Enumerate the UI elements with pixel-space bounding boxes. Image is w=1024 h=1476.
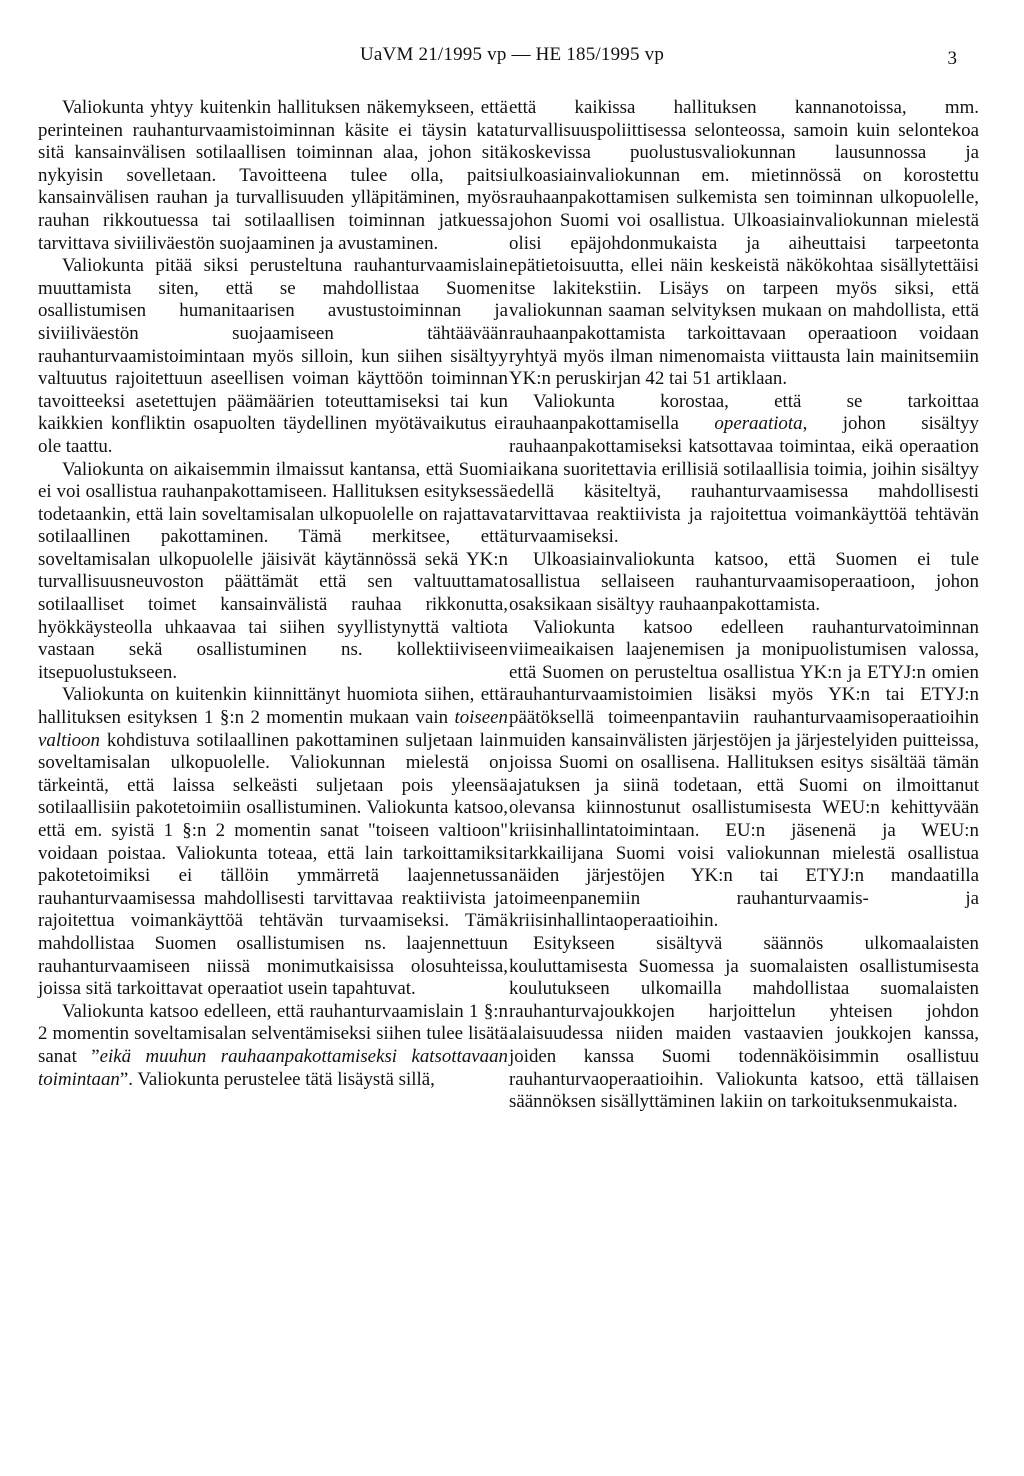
right-column xyxy=(509,97,979,1114)
emphasis-text: operaatiota xyxy=(714,413,803,435)
emphasis-text: eikä muuhun rauhaanpakottamiseksi katsottavaan toimintaan xyxy=(38,1045,508,1090)
paragraph: Valiokunta yhtyy kuitenkin hallituksen näkemykseen, että perinteinen rauhanturvaamistoiminnan käsite ei täysin kata sitä kansainvälisen sotilaallisen toiminnan alaa, johon sitä nykyisin sovelletaan. Tavoitteena tulee olla, paitsi kansainvälisen rauhan ja turvallisuuden ylläpitäminen, myös rauhan rikkoutuessa tai sotilaallisen toiminnan jatkuessa tarvittava siviiliväestön suojaaminen ja avustaminen. xyxy=(38,97,508,254)
page-number: 3 xyxy=(947,48,957,69)
paragraph-text: kohdistuva sotilaallinen pakottaminen suljetaan lain soveltamisalan ulkopuolelle. Valiokunnan mielestä on tärkeintä, että laissa selkeästi suljetaan pois yleensä sotilaallisiin pakotetoimiin osallistuminen. Valiokunta katsoo, että em. syistä 1 §:n 2 momentin sanat "toiseen valtioon" voidaan poistaa. Valiokunta toteaa, että lain tarkoittamiksi pakotetoimiksi ei tällöin ymmärretä laajennetussa rauhanturvaamisessa mahdollisesti tarvittavaa reaktiivista ja rajoitettua voimankäyttöä tehtävän turvaamiseksi. Tämä mahdollistaa Suomen osallistumisen ns. laajennettuun rauhanturvaamiseen niissä monimutkaisissa olosuhteissa, joissa sitä tarkoittavat operaatiot usein tapahtuvat. xyxy=(38,729,508,1000)
running-title: UaVM 21/1995 vp — HE 185/1995 vp xyxy=(359,44,665,65)
paragraph: Valiokunta on aikaisemmin ilmaissut kantansa, että Suomi ei voi osallistua rauhanpakottamiseen. Hallituksen esityksessä todetaankin, että lain soveltamisalan ulkopuolelle on rajattava sotilaallinen pakottaminen. Tämä merkitsee, että soveltamisalan ulkopuolelle jäisivät käytännössä sekä YK:n turvallisuusneuvoston päättämät että sen valtuuttamat sotilaalliset toimet kansainvälistä rauhaa rikkonutta, hyökkäysteolla uhkaavaa tai siihen syyllistynyttä valtiota vastaan sekä osallistuminen ns. kollektiiviseen itsepuolustukseen. xyxy=(38,458,508,683)
paragraph-text: Valiokunta korostaa, että se tarkoittaa rauhaanpakottamisella xyxy=(509,390,979,435)
paragraph: Valiokunta katsoo edelleen rauhanturvatoiminnan viimeaikaisen laajenemisen ja monipuolistumisen valossa, että Suomen on perusteltua osallistua YK:n ja ETYJ:n omien rauhanturvaamistoimien lisäksi myös YK:n tai ETYJ:n päätöksellä toimeenpantaviin rauhanturvaamisoperaatioihin muiden kansainvälisten järjestöjen ja järjestelyiden puitteissa, joissa Suomi on osallisena. Hallituksen esitys sisältää tämän ajatuksen ja siinä todetaan, että Suomi on ilmoittanut olevansa kiinnostunut osallistumisesta WEU:n kehittyvään kriisinhallintatoimintaan. EU:n jäsenenä ja WEU:n tarkkailijana Suomi voisi valiokunnan mielestä osallistua näiden järjestöjen YK:n tai ETYJ:n mandaatilla toimeenpanemiin rauhanturvaamis- ja kriisinhallintaoperaatioihin. xyxy=(509,616,979,932)
paragraph: Valiokunta pitää siksi perusteltuna rauhanturvaamislain muuttamista siten, että se mahdollistaa Suomen osallistumisen humanitaarisen avustustoiminnan ja siviiliväestön suojaamiseen tähtäävään rauhanturvaamistoimintaan myös silloin, kun siihen sisältyy valtuutus rajoitettuun aseellisen voiman käyttöön toiminnan tavoitteeksi asetettujen päämäärien toteuttamiseksi tai kun kaikkien konfliktin osapuolten täydellinen myötävaikutus ei ole taattu. xyxy=(38,255,508,457)
paragraph xyxy=(38,1001,508,1091)
paragraph: Ulkoasiainvaliokunta katsoo, että Suomen ei tule osallistua sellaiseen rauhanturvaamisoperaatioon, johon osaksikaan sisältyy rauhaanpakottamista. xyxy=(509,548,979,616)
paragraph-text: Valiokunta on kuitenkin kiinnittänyt huomiota siihen, että hallituksen esityksen 1 §:n 2 momentin mukaan vain xyxy=(38,684,508,729)
paragraph-text: , johon sisältyy rauhaanpakottamiseksi katsottavaa toimintaa, eikä operaation aikana suoritettavia erillisiä sotilaallisia toimia, joihin sisältyy edellä käsiteltyä, rauhanturvaamisessa mahdollisesti tarvittavaa reaktiivista ja rajoitettua voimankäyttöä tehtävän turvaamiseksi. xyxy=(509,413,979,548)
paragraph-text: ”. Valiokunta perustelee tätä lisäystä sillä, xyxy=(119,1068,435,1090)
paragraph: Esitykseen sisältyvä säännös ulkomaalaisten kouluttamisesta Suomessa ja suomalaisten osallistumisesta koulutukseen ulkomailla mahdollistaa suomalaisten rauhanturvajoukkojen harjoittelun yhteisen johdon alaisuudessa niiden maiden vastaavien joukkojen kanssa, joiden kanssa Suomi todennäköisimmin osallistuu rauhanturvaoperaatioihin. Valiokunta katsoo, että tällaisen säännöksen sisällyttäminen lakiin on tarkoituksenmukaista. xyxy=(509,932,979,1113)
paragraph xyxy=(509,391,979,549)
paragraph xyxy=(38,684,508,1000)
paragraph-text: Valiokunta katsoo edelleen, että rauhanturvaamislain 1 §:n 2 momentin soveltamisalan selventämiseksi siihen tulee lisätä sanat ” xyxy=(38,1000,508,1067)
page-header xyxy=(0,44,1024,74)
emphasis-text: toiseen valtioon xyxy=(38,707,508,751)
left-column xyxy=(38,97,508,1091)
paragraph-continuation: että kaikissa hallituksen kannanotoissa, mm. turvallisuuspoliittisessa selonteossa, samoin kuin selontekoa koskevissa puolustusvaliokunnan lausunnossa ja ulkoasiainvaliokunnan em. mietinnössä on korostettu rauhaanpakottamisen sulkemista sen toiminnan ulkopuolelle, johon Suomi voi osallistua. Ulkoasiainvaliokunnan mielestä olisi epäjohdonmukaista ja aiheuttaisi tarpeetonta epätietoisuutta, ellei näin keskeistä näkökohtaa sisällytettäisi itse lakitekstiin. Lisäys on tarpeen myös siksi, että valiokunnan saaman selvityksen mukaan on mahdollista, että rauhaanpakottamista tarkoittavaan operaatioon voidaan ryhtyä myös ilman nimenomaista viittausta lain mainitsemiin YK:n peruskirjan 42 tai 51 artiklaan. xyxy=(509,97,979,390)
